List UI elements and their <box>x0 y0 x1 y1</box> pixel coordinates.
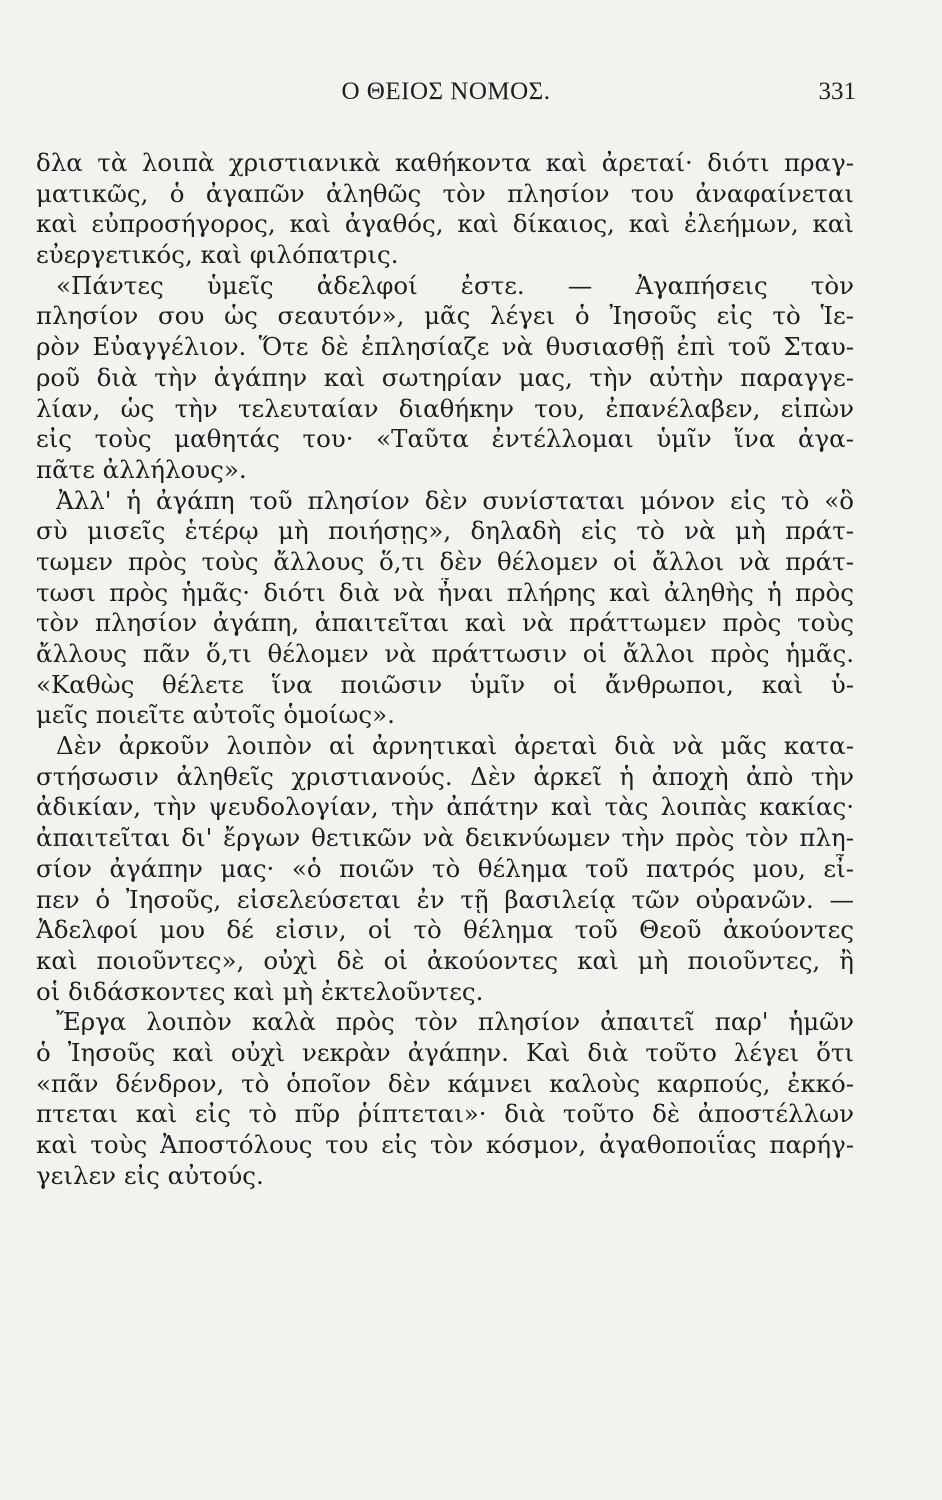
text-line: πλησίον σου ὡς σεαυτόν», μᾶς λέγει ὁ Ἰησοῦς εἰς τὸ Ἱε- <box>36 301 854 331</box>
page-number: 331 <box>818 78 856 105</box>
text-line: Δὲν ἀρκοῦν λοιπὸν αἱ ἀρνητικαὶ ἀρεταὶ διὰ νὰ μᾶς κατα- <box>56 731 854 761</box>
text-line: ἀδικίαν, τὴν ψευδολογίαν, τὴν ἀπάτην καὶ τὰς λοιπὰς κακίας· <box>36 792 854 822</box>
text-line: σὺ μισεῖς ἑτέρῳ μὴ ποιήσῃς», δηλαδὴ εἰς τὸ νὰ μὴ πράτ- <box>36 516 854 546</box>
body-text <box>36 148 854 1191</box>
text-line: σίον ἀγάπην μας· «ὁ ποιῶν τὸ θέλημα τοῦ πατρός μου, εἶ- <box>36 853 854 883</box>
text-line: ἀπαιτεῖται δι' ἔργων θετικῶν νὰ δεικνύωμεν τὴν πρὸς τὸν πλη- <box>36 823 854 853</box>
text-line: καὶ εὐπροσήγορος, καὶ ἀγαθός, καὶ δίκαιος, καὶ ἐλεήμων, καὶ <box>36 209 854 239</box>
text-line: Ἀδελφοί μου δέ εἰσιν, οἱ τὸ θέλημα τοῦ Θεοῦ ἀκούοντες <box>36 915 854 945</box>
text-line: οἱ διδάσκοντες καὶ μὴ ἐκτελοῦντες. <box>36 976 484 1006</box>
text-line: καὶ ποιοῦντες», οὐχὶ δὲ οἱ ἀκούοντες καὶ μὴ ποιοῦντες, ἢ <box>36 945 854 975</box>
text-line: λίαν, ὡς τὴν τελευταίαν διαθήκην του, ἐπανέλαβεν, εἰπὼν <box>36 393 854 423</box>
text-line: στήσωσιν ἀληθεῖς χριστιανούς. Δὲν ἀρκεῖ ἡ ἀποχὴ ἀπὸ τὴν <box>36 761 854 791</box>
text-line: τὸν πλησίον ἀγάπη, ἀπαιτεῖται καὶ νὰ πράττωμεν πρὸς τοὺς <box>36 608 854 638</box>
text-line: «Πάντες ὑμεῖς ἀδελφοί ἐστε. — Ἀγαπήσεις τὸν <box>56 270 854 300</box>
text-line: ματικῶς, ὁ ἀγαπῶν ἀληθῶς τὸν πλησίον του ἀναφαίνεται <box>36 178 854 208</box>
text-line: ρὸν Εὐαγγέλιον. Ὅτε δὲ ἐπλησίαζε νὰ θυσιασθῇ ἐπὶ τοῦ Σταυ- <box>36 332 854 362</box>
text-line: Ἀλλ' ἡ ἀγάπη τοῦ πλησίον δὲν συνίσταται μόνον εἰς τὸ «ὃ <box>56 485 854 515</box>
text-line: τωμεν πρὸς τοὺς ἄλλους ὅ,τι δὲν θέλομεν οἱ ἄλλοι νὰ πράτ- <box>36 546 854 576</box>
text-line: εὐεργετικός, καὶ φιλόπατρις. <box>36 240 399 270</box>
page-header <box>36 78 856 118</box>
text-line: «πᾶν δένδρον, τὸ ὁποῖον δὲν κάμνει καλοὺς καρπούς, ἐκκό- <box>36 1068 854 1098</box>
text-line: πτεται καὶ εἰς τὸ πῦρ ῥίπτεται»· διὰ τοῦτο δὲ ἀποστέλλων <box>36 1099 854 1129</box>
text-line: ἄλλους πᾶν ὅ,τι θέλομεν νὰ πράττωσιν οἱ ἄλλοι πρὸς ἡμᾶς. <box>36 639 854 668</box>
text-line: ὁ Ἰησοῦς καὶ οὐχὶ νεκρὰν ἀγάπην. Καὶ διὰ τοῦτο λέγει ὅτι <box>36 1037 854 1067</box>
text-line: πεν ὁ Ἰησοῦς, εἰσελεύσεται ἐν τῇ βασιλείᾳ τῶν οὐρανῶν. — <box>36 884 854 914</box>
text-line: Ἔργα λοιπὸν καλὰ πρὸς τὸν πλησίον ἀπαιτεῖ παρ' ἡμῶν <box>56 1007 854 1037</box>
text-line: γειλεν εἰς αὐτούς. <box>36 1160 264 1190</box>
text-line: εἰς τοὺς μαθητάς του· «Ταῦτα ἐντέλλομαι ὑμῖν ἵνα ἀγα- <box>36 424 854 454</box>
text-line: δλα τὰ λοιπὰ χριστιανικὰ καθήκοντα καὶ ἀρεταί· διότι πραγ- <box>36 148 854 177</box>
text-line: πᾶτε ἀλλήλους». <box>36 454 247 484</box>
text-line: «Καθὼς θέλετε ἵνα ποιῶσιν ὑμῖν οἱ ἄνθρωποι, καὶ ὑ- <box>36 669 854 699</box>
text-line: μεῖς ποιεῖτε αὐτοῖς ὁμοίως». <box>36 700 395 730</box>
text-line: ροῦ διὰ τὴν ἀγάπην καὶ σωτηρίαν μας, τὴν αὐτὴν παραγγε- <box>36 362 854 392</box>
text-line: καὶ τοὺς Ἀποστόλους του εἰς τὸν κόσμον, ἀγαθοποιΐας παρήγ- <box>36 1130 854 1159</box>
running-title: Ο ΘΕΙΟΣ ΝΟΜΟΣ. <box>341 78 551 105</box>
text-line: τωσι πρὸς ἡμᾶς· διότι διὰ νὰ ἦναι πλήρης καὶ ἀληθὴς ἡ πρὸς <box>36 577 854 607</box>
